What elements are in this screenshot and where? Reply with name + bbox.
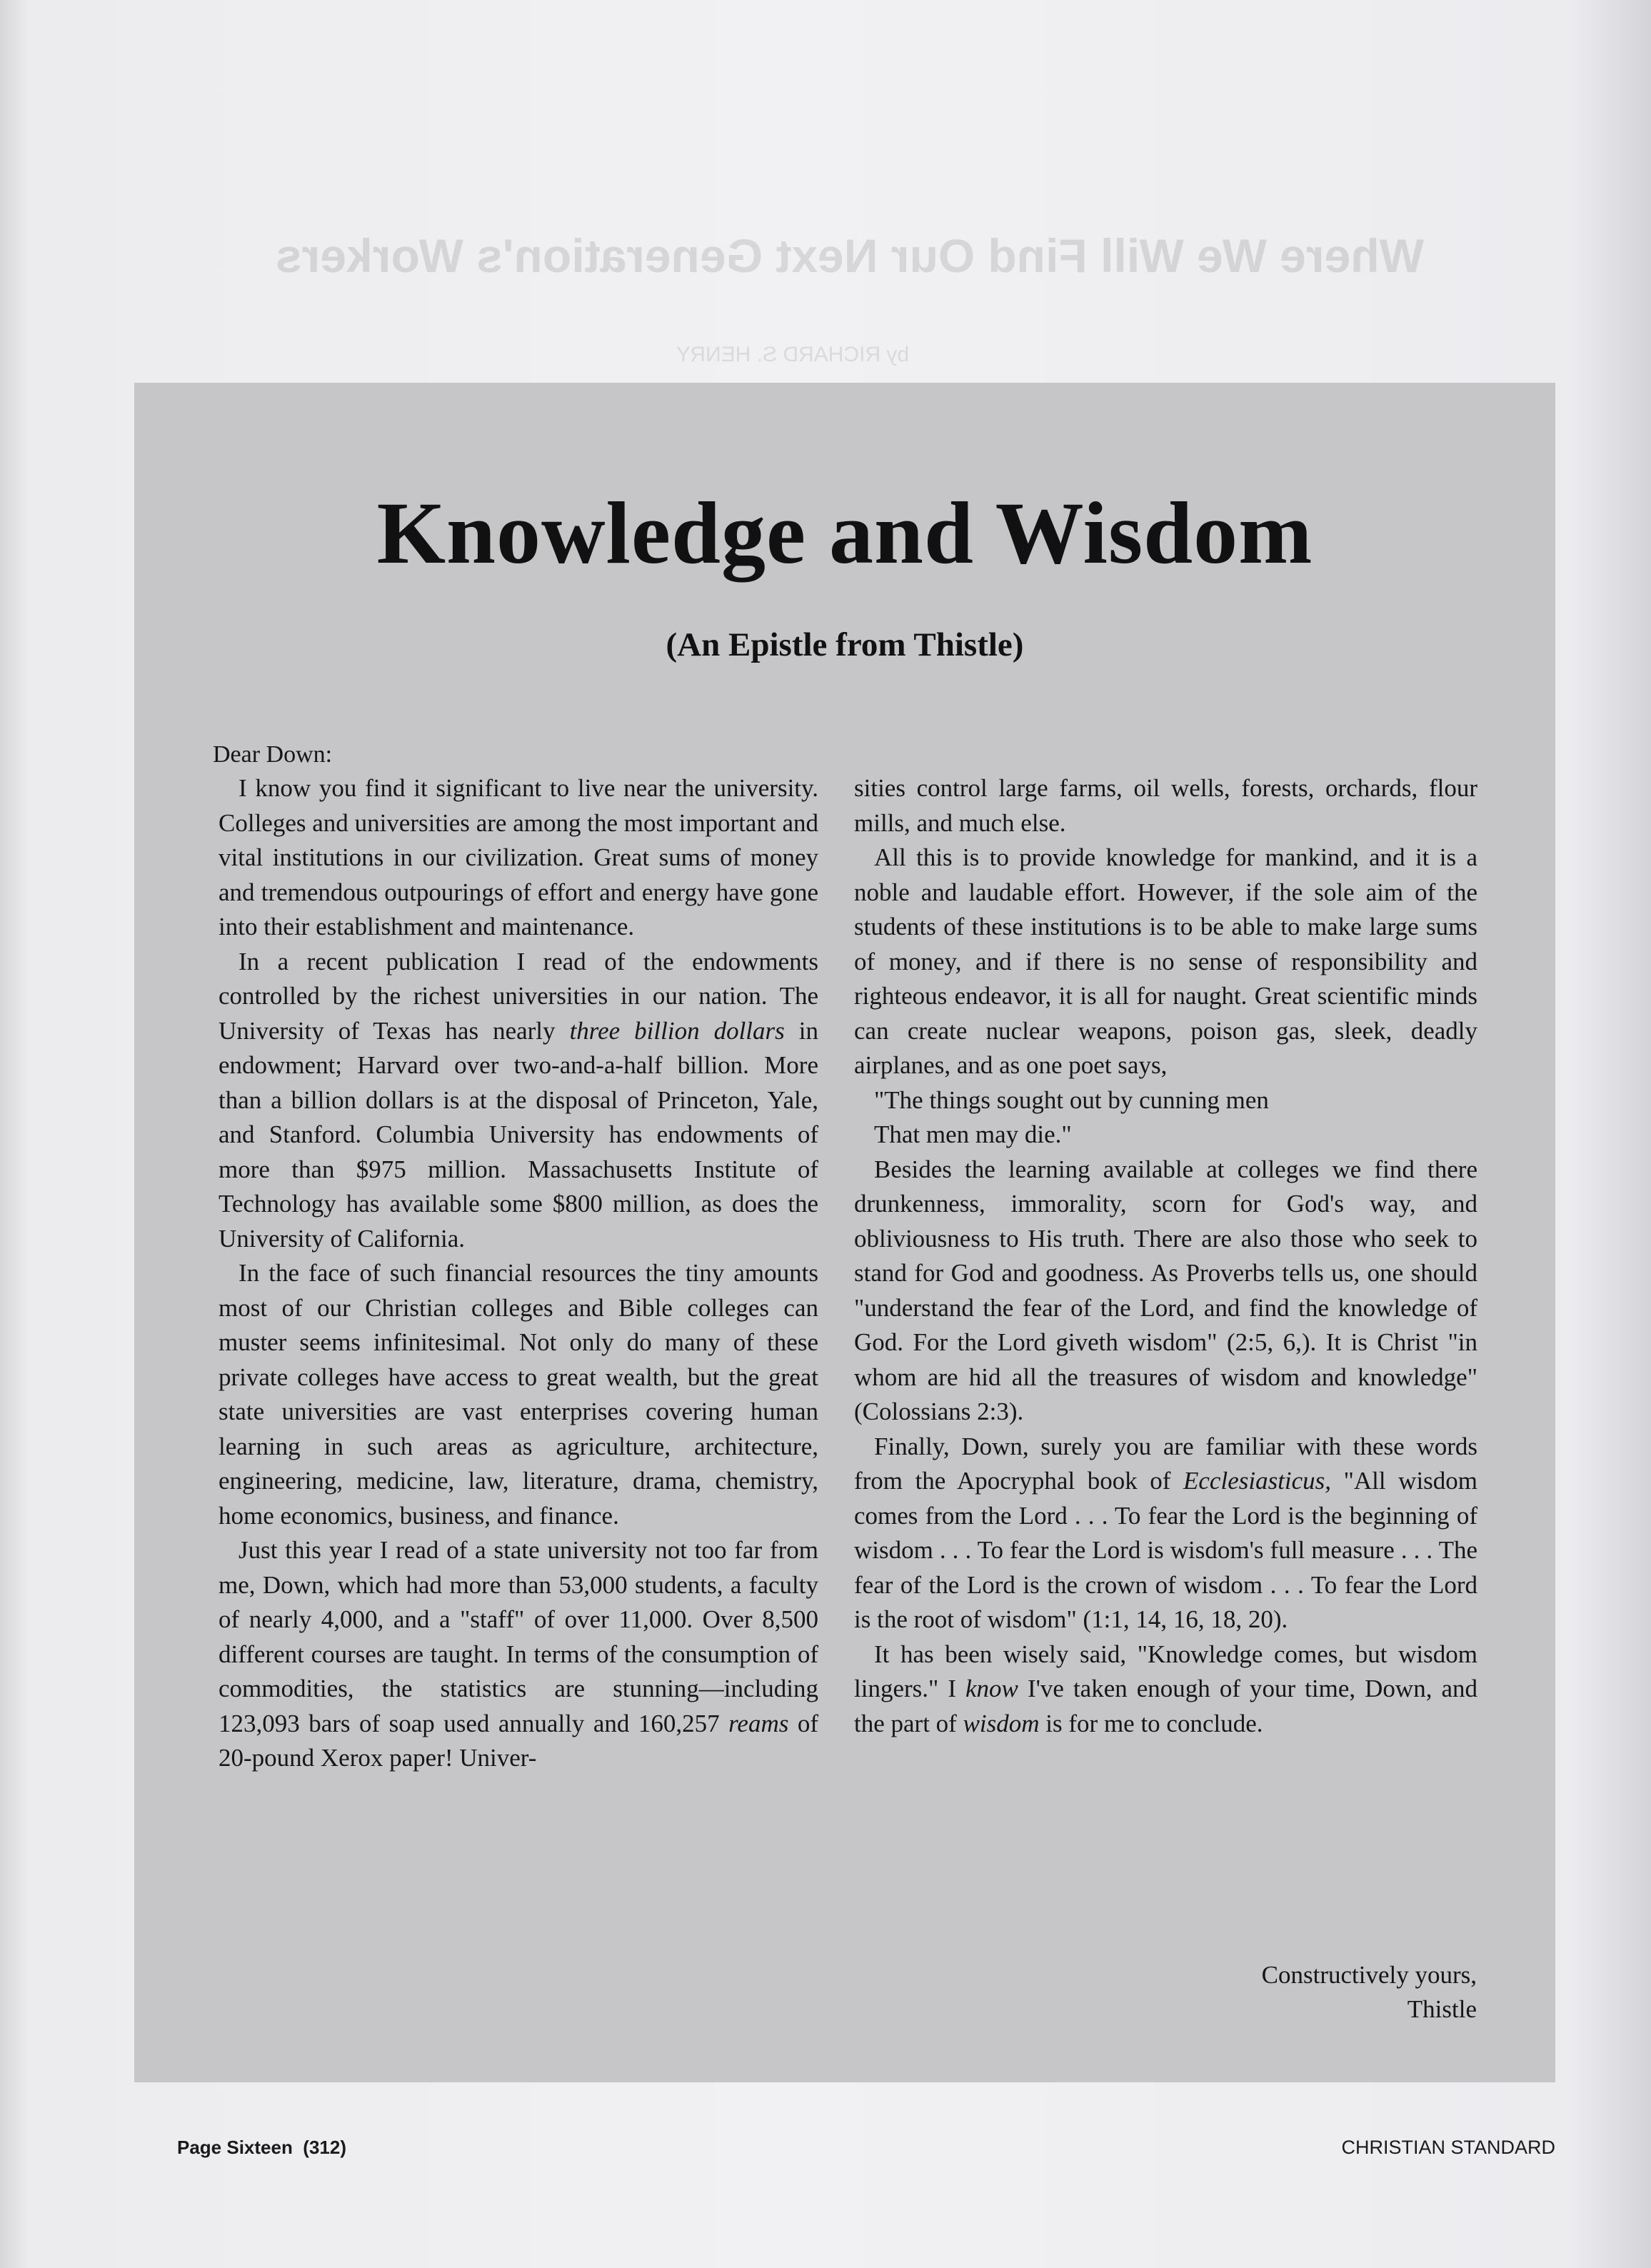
paragraph-text: in endowment; Harvard over two-and-a-half billion. More than a billion dollars is at the disposal of Princeton, Yale, and Stanford. Columbia University has endowments of more than $975 million. Massachusetts Institute of Technology has available some $800 million, as does the University of California. xyxy=(219,1016,819,1253)
emphasis: three billion dollars xyxy=(569,1016,785,1045)
page-number: Page Sixteen (312) xyxy=(177,2137,346,2158)
paragraph xyxy=(854,1430,1477,1637)
paragraph-text: In a recent publication I read of the endowments controlled by the richest universities in our nation. The University of Texas has nearly xyxy=(219,947,818,1045)
paragraph-text: It has been wisely said, "Knowledge comes, but wisdom lingers." I xyxy=(854,1640,1477,1702)
paragraph: All this is to provide knowledge for mankind, and it is a noble and laudable effort. However, if the sole aim of the students of these institutions is to be able to make large sums of money, and if there is no sense of responsibility and righteous endeavor, it is all for naught. Great scientific minds can create nuclear weapons, poison gas, sleek, deadly airplanes, and as one poet says, xyxy=(854,843,1477,1079)
emphasis: reams xyxy=(728,1709,789,1737)
paragraph: I know you find it significant to live near the university. Colleges and universities are among the most important and vital institutions in our civilization. Great sums of money and tremendous outpourings of effort and energy have gone into their establishment and maintenance. xyxy=(219,774,818,940)
paragraph: sities control large farms, oil wells, forests, orchards, flour mills, and much else. xyxy=(854,774,1477,837)
paragraph-text: "All wisdom comes from the Lord . . . To fear the Lord is the beginning of wisdom . . . To fear the Lord is wisdom's full measure . . . The fear of the Lord is the crown of wisdom . . . To fear the Lord is the root of wisdom" (1:1, 14, 16, 18, 20). xyxy=(854,1467,1478,1633)
paragraph: In the face of such financial resources the tiny amounts most of our Christian colleges and Bible colleges can muster seems infinitesimal. Not only do many of these private colleges have access to great wealth, but the great state universities are vast enterprises covering human learning in such areas as agriculture, architecture, engineering, medicine, law, literature, drama, chemistry, home economics, business, and finance. xyxy=(219,1259,818,1530)
paragraph xyxy=(219,1533,818,1776)
bleed-through-byline: by RICHARD S. HENRY xyxy=(676,343,910,366)
paragraph: Besides the learning available at colleges we find there drunkenness, immorality, scorn for God's way, and obliviousness to His truth. There are also those who seek to stand for God and goodness. As Proverbs tells us, one should "understand the fear of the Lord, and find the knowledge of God. For the Lord giveth wisdom" (2:5, 6,). It is Christ "in whom are hid all the treasures of wisdom and knowledge" (Colossians 2:3). xyxy=(854,1155,1477,1425)
right-column xyxy=(854,771,1477,1741)
article-subtitle: (An Epistle from Thistle) xyxy=(666,626,1024,663)
paragraph-text: is for me to conclude. xyxy=(1045,1709,1263,1737)
publication-name: CHRISTIAN STANDARD xyxy=(1341,2137,1555,2158)
poem-line: That men may die." xyxy=(874,1120,1072,1148)
paragraph xyxy=(854,1637,1477,1742)
paragraph-text: Finally, Down, surely you are familiar with these words from the Apocryphal book of xyxy=(854,1432,1477,1495)
bleed-through-title: Where We Will Find Our Next Generation's Workers xyxy=(276,229,1424,282)
signature: Thistle xyxy=(1407,1995,1477,2023)
emphasis: wisdom xyxy=(963,1709,1040,1737)
salutation: Dear Down: xyxy=(213,741,333,768)
paragraph xyxy=(219,945,818,1257)
article-title: Knowledge and Wisdom xyxy=(376,484,1313,582)
emphasis: Ecclesiasticus, xyxy=(1183,1467,1332,1495)
paragraph-text: I've taken enough of your time, Down, and the part of xyxy=(854,1675,1478,1737)
emphasis: know xyxy=(965,1675,1018,1702)
poem-line: "The things sought out by cunning men xyxy=(874,1085,1269,1114)
paragraph-text: Just this year I read of a state university not too far from me, Down, which had more than 53,000 students, a faculty of nearly 4,000, and a "staff" of over 11,000. Over 8,500 different courses are taught. In terms of the consumption of commodities, the statistics are stunning—including 123,093 bars of soap used annually and 160,257 xyxy=(219,1536,818,1737)
left-column xyxy=(219,771,818,1776)
paragraph-text: of 20-pound Xerox paper! Univer- xyxy=(219,1709,819,1772)
closing-block xyxy=(920,1958,1477,2027)
closing-phrase: Constructively yours, xyxy=(1261,1961,1477,1989)
article-box xyxy=(134,383,1555,2082)
